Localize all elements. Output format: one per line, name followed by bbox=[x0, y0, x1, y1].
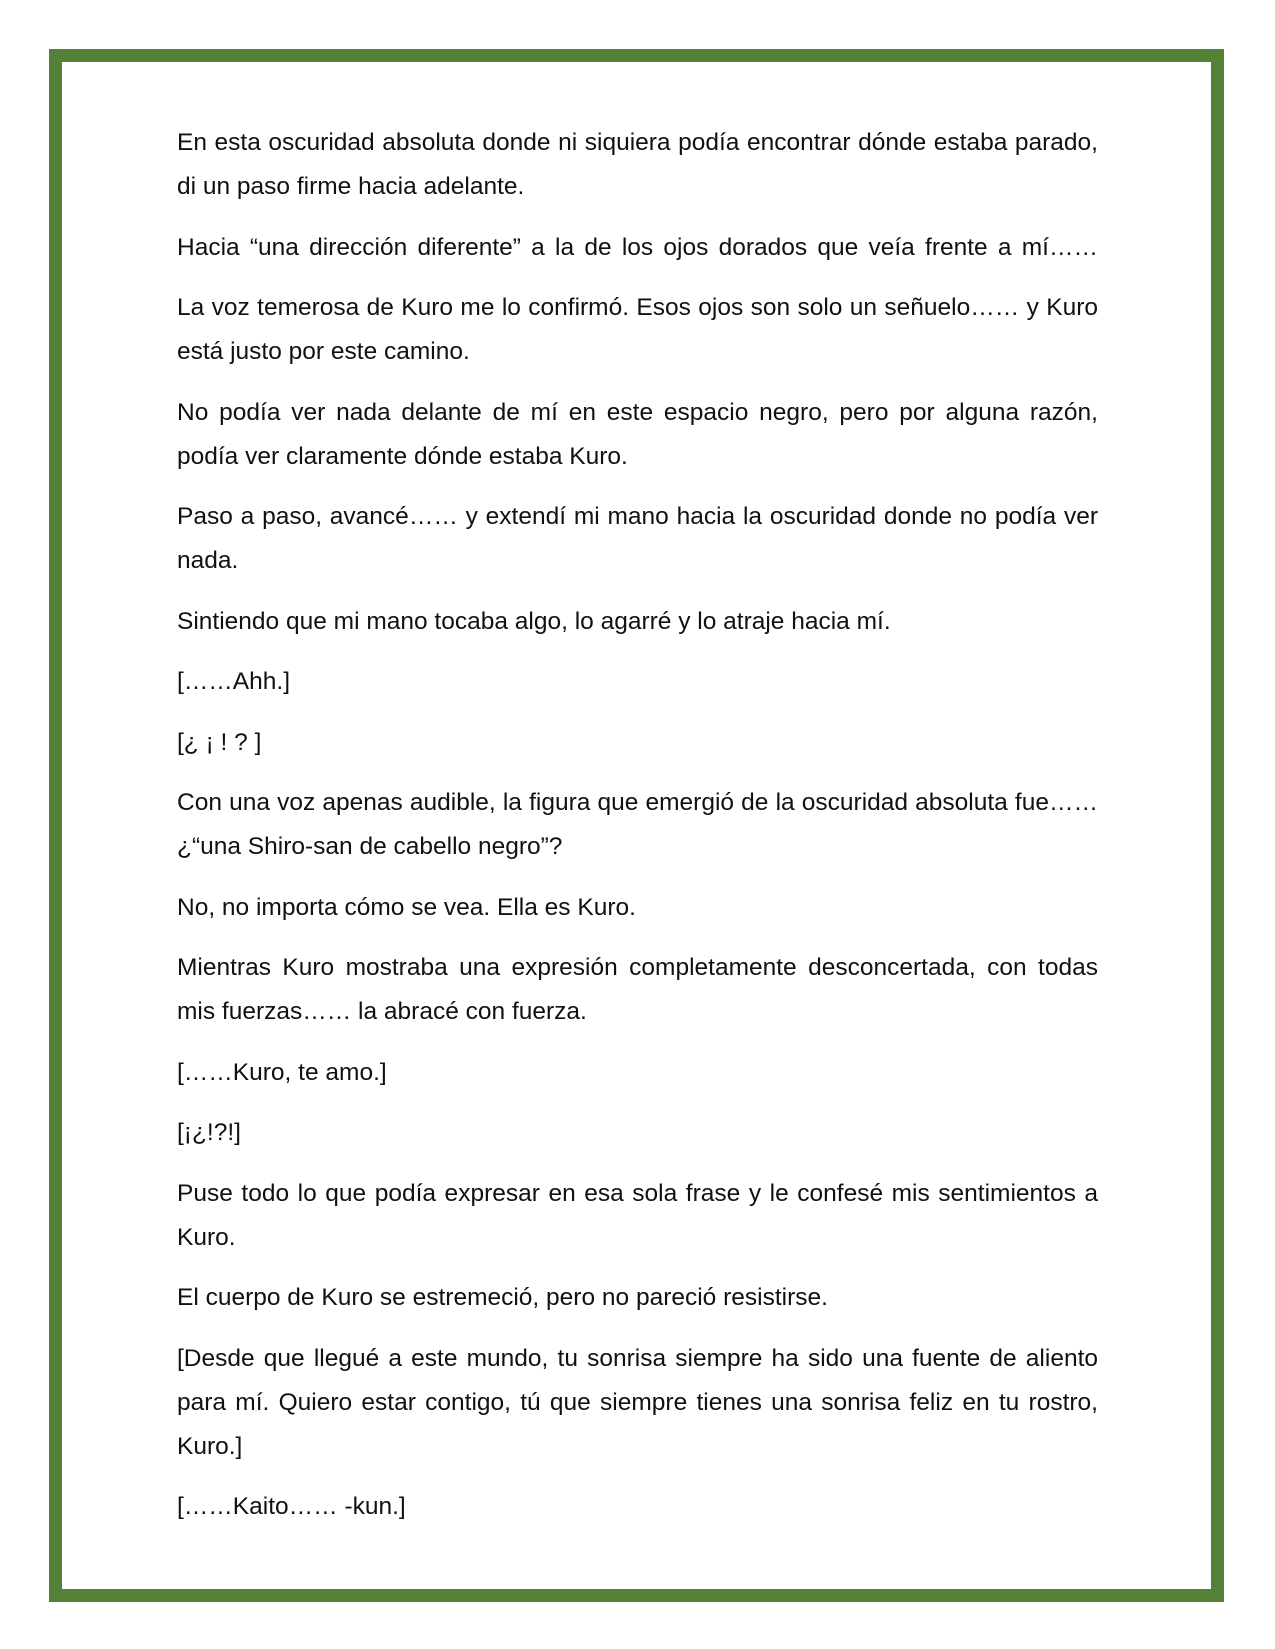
dialogue-line: [……Kuro, te amo.] bbox=[177, 1058, 387, 1086]
paragraph: Con una voz apenas audible, la figura que emergió de la oscuridad absoluta fue…… ¿“una Shiro-san de cabello negro”? bbox=[177, 789, 1098, 860]
dialogue-line: [Desde que llegué a este mundo, tu sonrisa siempre ha sido una fuente de aliento para mí. Quiero estar contigo, tú que siempre tienes una sonrisa feliz en tu rostro, Kuro.] bbox=[177, 1344, 1098, 1460]
paragraph: El cuerpo de Kuro se estremeció, pero no pareció resistirse. bbox=[177, 1284, 828, 1311]
paragraph: En esta oscuridad absoluta donde ni siquiera podía encontrar dónde estaba parado, di un paso firme hacia adelante. bbox=[177, 129, 1098, 200]
document-body bbox=[177, 121, 1098, 1546]
paragraph: Mientras Kuro mostraba una expresión completamente desconcertada, con todas mis fuerzas…… la abracé con fuerza. bbox=[177, 954, 1098, 1025]
paragraph: No, no importa cómo se vea. Ella es Kuro. bbox=[177, 893, 636, 921]
dialogue-line: [¡¿!?!] bbox=[177, 1119, 241, 1146]
dialogue-line: [¿ ¡ ! ? ] bbox=[177, 728, 262, 756]
paragraph: Puse todo lo que podía expresar en esa sola frase y le confesé mis sentimientos a Kuro. bbox=[177, 1179, 1098, 1251]
paragraph: Sintiendo que mi mano tocaba algo, lo agarré y lo atraje hacia mí. bbox=[177, 607, 891, 635]
paragraph: Hacia “una dirección diferente” a la de los ojos dorados que veía frente a mí…… bbox=[177, 233, 1098, 261]
dialogue-line: [……Kaito…… -kun.] bbox=[177, 1493, 406, 1520]
paragraph: La voz temerosa de Kuro me lo confirmó. Esos ojos son solo un señuelo…… y Kuro está justo por este camino. bbox=[177, 294, 1098, 365]
paragraph: Paso a paso, avancé…… y extendí mi mano hacia la oscuridad donde no podía ver nada. bbox=[177, 503, 1098, 574]
paragraph: No podía ver nada delante de mí en este espacio negro, pero por alguna razón, podía ver claramente dónde estaba Kuro. bbox=[177, 398, 1098, 470]
dialogue-line: [……Ahh.] bbox=[177, 668, 291, 695]
